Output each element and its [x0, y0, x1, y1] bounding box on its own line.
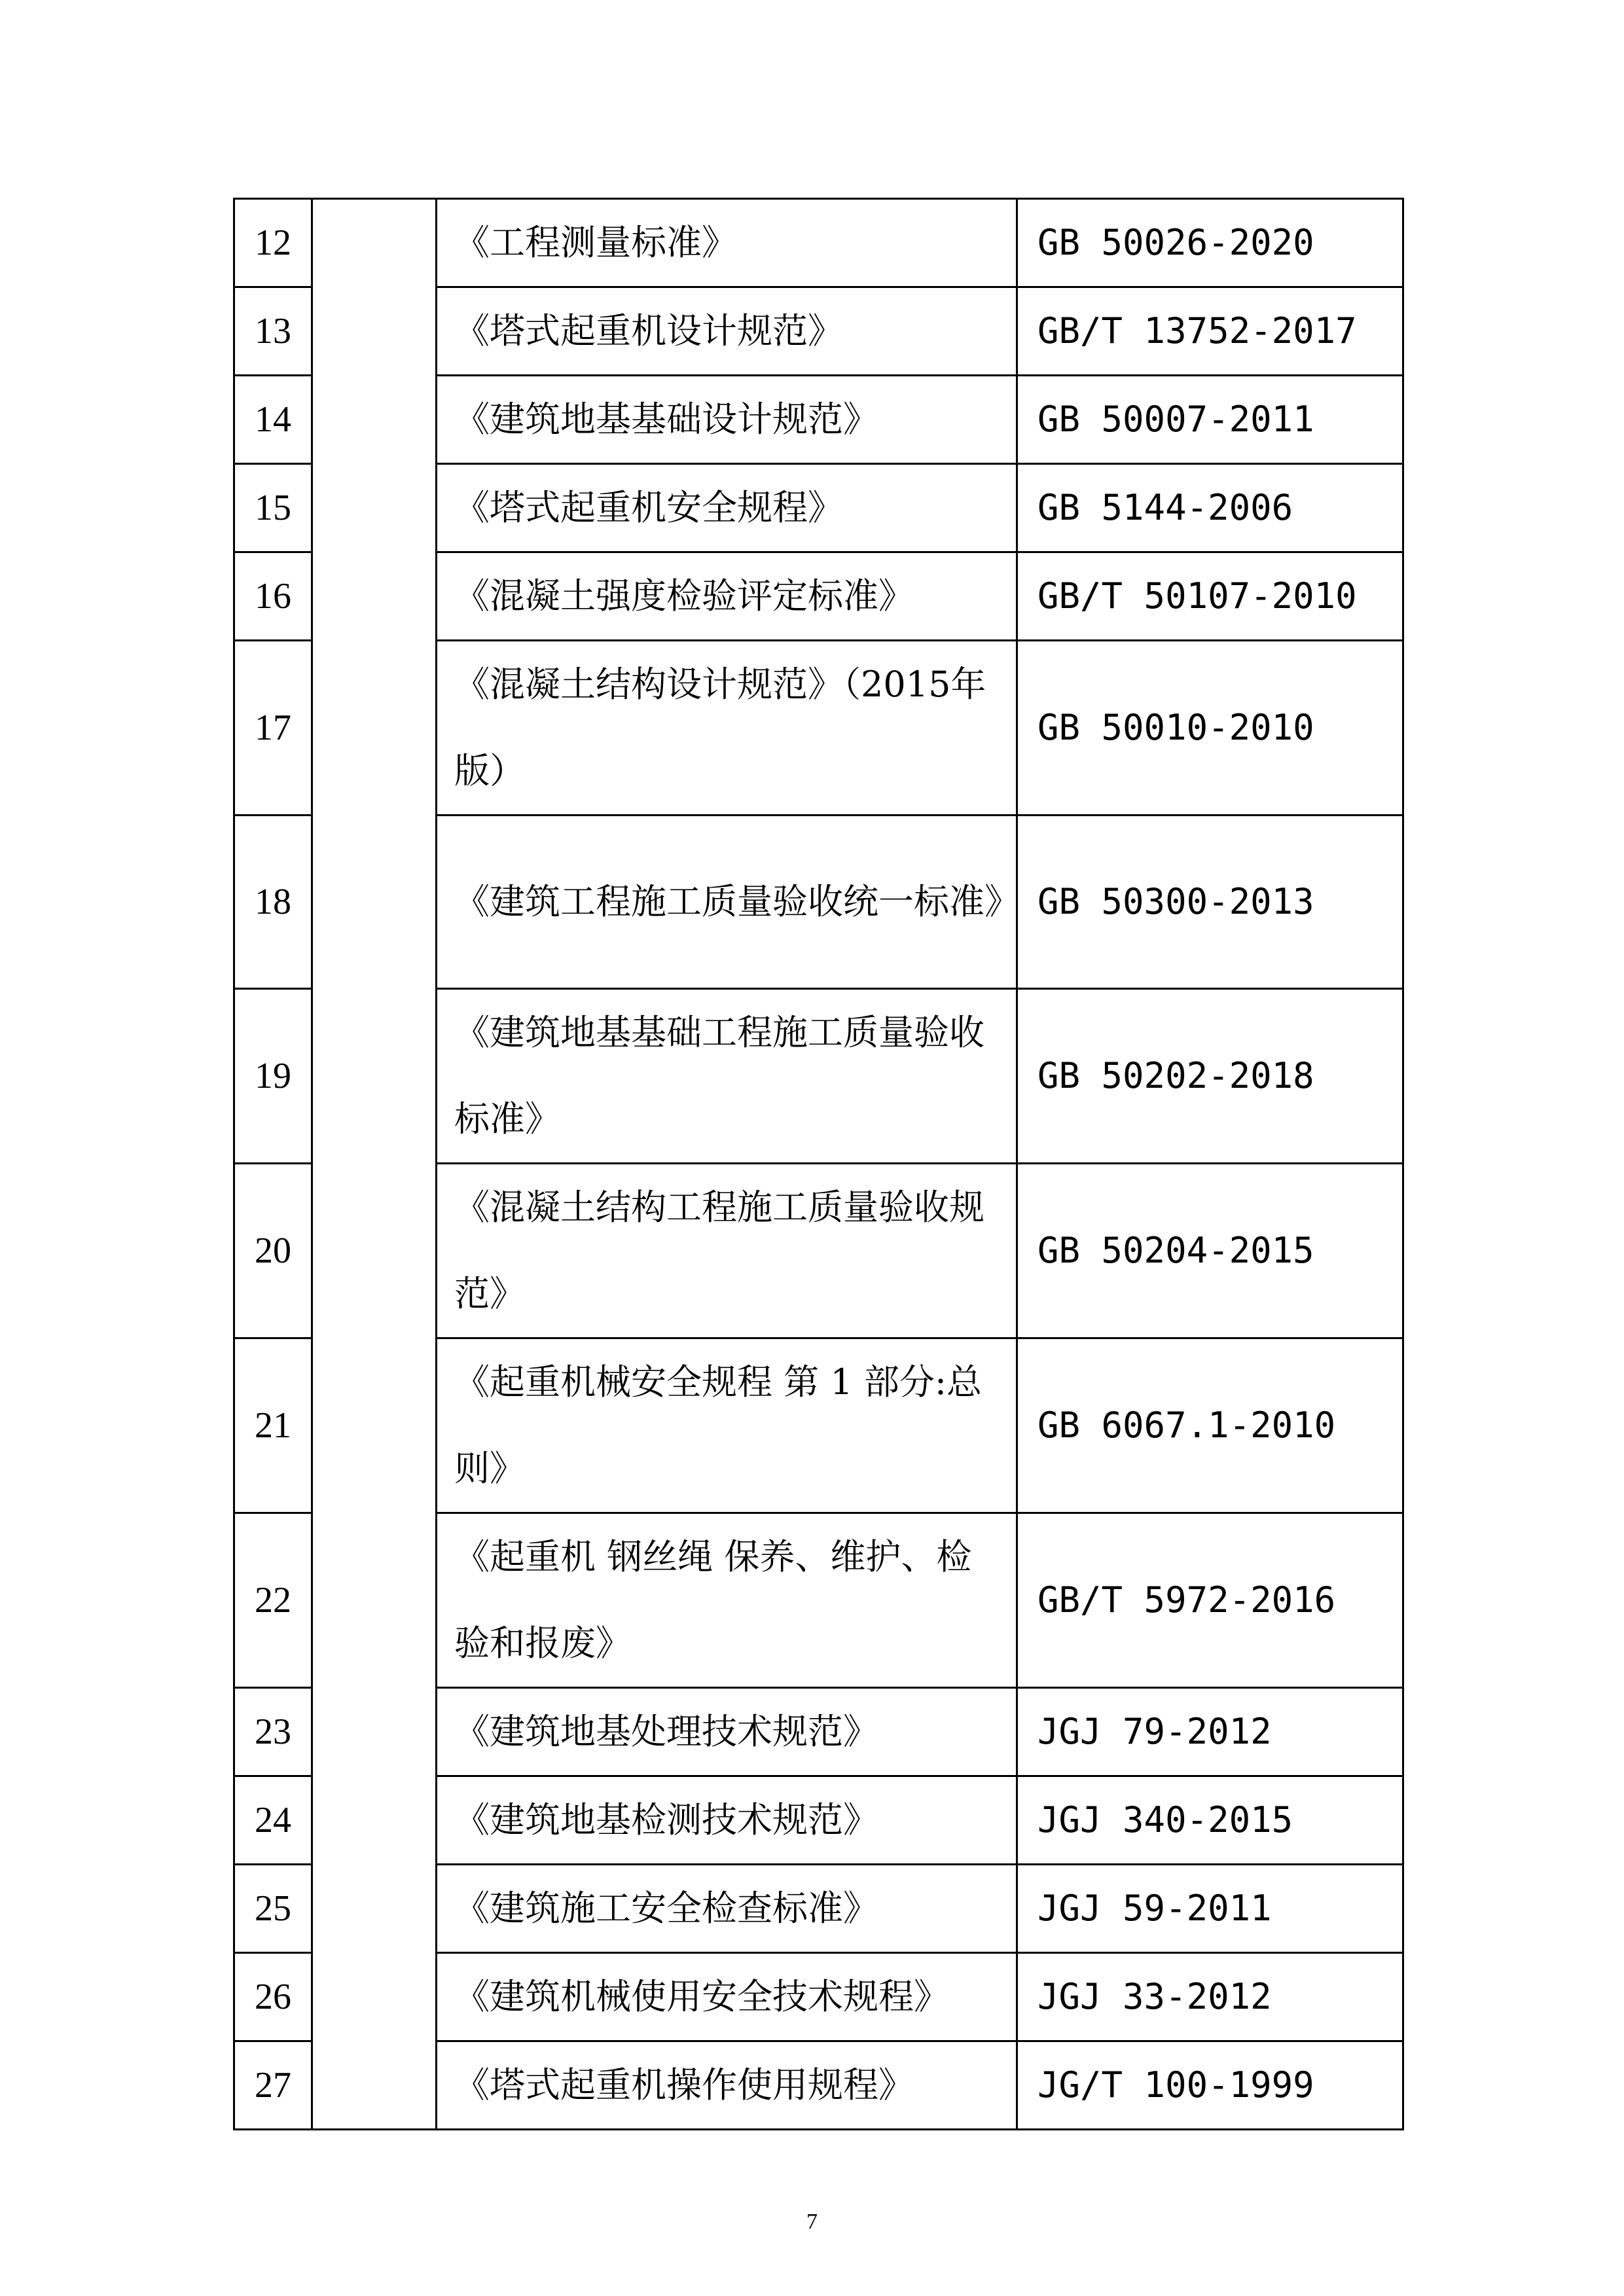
row-number: 16 — [234, 552, 312, 641]
row-number: 17 — [234, 641, 312, 816]
standard-name: 《建筑地基检测技术规范》 — [437, 1776, 1017, 1865]
standard-name: 《建筑机械使用安全技术规程》 — [437, 1953, 1017, 2041]
standard-code: GB 50204-2015 — [1017, 1164, 1403, 1338]
merged-category-cell — [312, 199, 437, 2130]
row-number: 22 — [234, 1513, 312, 1688]
row-number: 12 — [234, 199, 312, 287]
standard-name: 《起重机械安全规程 第 1 部分:总则》 — [437, 1338, 1017, 1513]
standard-code: GB 50202-2018 — [1017, 989, 1403, 1164]
row-number: 18 — [234, 816, 312, 989]
standard-name: 《工程测量标准》 — [437, 199, 1017, 287]
table-row — [234, 199, 1403, 287]
row-number: 19 — [234, 989, 312, 1164]
standard-name: 《起重机 钢丝绳 保养、维护、检验和报废》 — [437, 1513, 1017, 1688]
standard-code: GB/T 13752-2017 — [1017, 287, 1403, 376]
standard-code: GB 50007-2011 — [1017, 376, 1403, 464]
standard-name: 《建筑工程施工质量验收统一标准》 — [437, 816, 1017, 989]
standard-name: 《塔式起重机操作使用规程》 — [437, 2041, 1017, 2130]
standard-name: 《建筑地基处理技术规范》 — [437, 1688, 1017, 1776]
standard-code: GB 50010-2010 — [1017, 641, 1403, 816]
standard-name: 《塔式起重机设计规范》 — [437, 287, 1017, 376]
page-number: 7 — [806, 2210, 818, 2234]
standard-code: JGJ 340-2015 — [1017, 1776, 1403, 1865]
standard-name: 《混凝土结构设计规范》（2015年版） — [437, 641, 1017, 816]
row-number: 25 — [234, 1865, 312, 1953]
row-number: 15 — [234, 464, 312, 552]
row-number: 21 — [234, 1338, 312, 1513]
standard-code: JGJ 79-2012 — [1017, 1688, 1403, 1776]
standard-name: 《建筑施工安全检查标准》 — [437, 1865, 1017, 1953]
standard-name: 《混凝土结构工程施工质量验收规范》 — [437, 1164, 1017, 1338]
standard-code: JGJ 33-2012 — [1017, 1953, 1403, 2041]
row-number: 20 — [234, 1164, 312, 1338]
standard-code: GB 6067.1-2010 — [1017, 1338, 1403, 1513]
row-number: 24 — [234, 1776, 312, 1865]
standard-code: JG/T 100-1999 — [1017, 2041, 1403, 2130]
standard-name: 《建筑地基基础工程施工质量验收标准》 — [437, 989, 1017, 1164]
standards-table — [233, 198, 1404, 2130]
standard-code: GB 5144-2006 — [1017, 464, 1403, 552]
standard-name: 《建筑地基基础设计规范》 — [437, 376, 1017, 464]
row-number: 23 — [234, 1688, 312, 1776]
standard-name: 《塔式起重机安全规程》 — [437, 464, 1017, 552]
row-number: 26 — [234, 1953, 312, 2041]
row-number: 13 — [234, 287, 312, 376]
standard-code: GB 50300-2013 — [1017, 816, 1403, 989]
standard-code: GB/T 5972-2016 — [1017, 1513, 1403, 1688]
standard-code: GB/T 50107-2010 — [1017, 552, 1403, 641]
row-number: 14 — [234, 376, 312, 464]
row-number: 27 — [234, 2041, 312, 2130]
standard-name: 《混凝土强度检验评定标准》 — [437, 552, 1017, 641]
standard-code: JGJ 59-2011 — [1017, 1865, 1403, 1953]
standard-code: GB 50026-2020 — [1017, 199, 1403, 287]
